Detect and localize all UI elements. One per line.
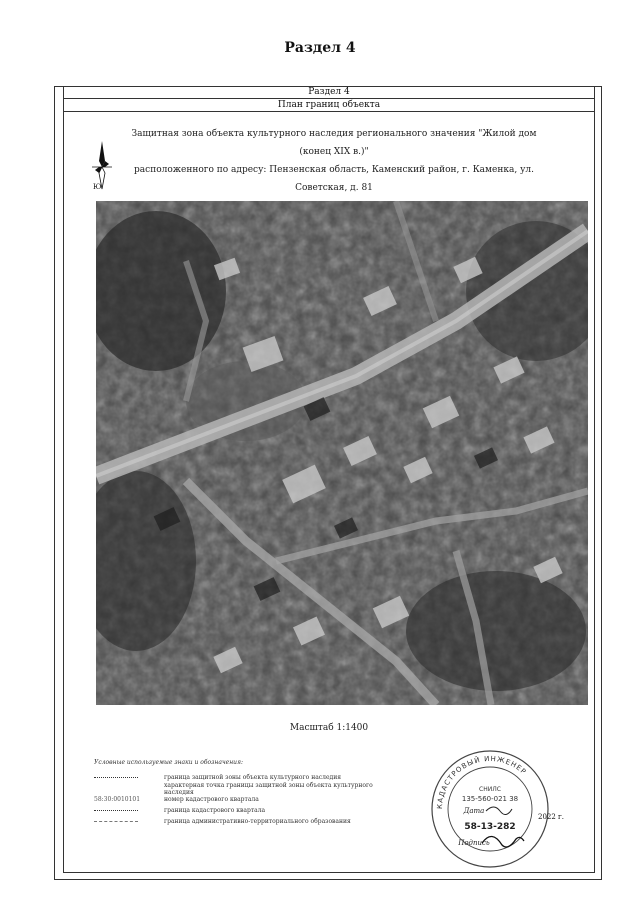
stamp-line-4: 58-13-282 (464, 822, 516, 832)
engineer-stamp (428, 747, 552, 871)
legend-row (94, 794, 394, 805)
legend (94, 759, 394, 827)
signature-date: 2022 г. (538, 813, 564, 821)
legend-text: граница защитной зоны объекта культурного наследия (164, 774, 341, 781)
legend-title: Условные используемые знаки и обозначения: (94, 759, 244, 766)
legend-text: граница кадастрового квартала (164, 807, 266, 814)
legend-symbol-quarter-boundary (94, 807, 164, 814)
scale-label: Масштаб 1:1400 (289, 723, 369, 733)
compass-south-label: Ю (93, 183, 102, 191)
legend-row (94, 783, 394, 794)
handwritten-date-mark (486, 807, 512, 815)
stamp-line-1: СНИЛС (479, 786, 501, 793)
section-row: Раздел 4 (64, 87, 594, 99)
description-line-1: Защитная зона объекта культурного наследия регионального значения "Жилой дом (конец XIX в.)" (131, 129, 537, 157)
satellite-image (96, 201, 588, 705)
legend-symbol-zone-boundary (94, 774, 164, 781)
stamp-ring-text: КАДАСТРОВЫЙ ИНЖЕНЕР (435, 754, 528, 810)
compass-rose (90, 137, 114, 193)
legend-row (94, 805, 394, 816)
object-description (124, 125, 544, 197)
legend-text: номер кадастрового квартала (164, 796, 259, 803)
stamp-line-2: 135-560-021 38 (461, 795, 519, 803)
inner-frame (63, 87, 595, 873)
satellite-map (96, 201, 588, 705)
plan-title: План границ объекта (64, 99, 594, 112)
legend-row (94, 816, 394, 827)
legend-symbol-admin-boundary (94, 818, 164, 825)
legend-text: граница административно-территориального образования (164, 818, 351, 825)
description-line-2: расположенного по адресу: Пензенская область, Каменский район, г. Каменка, ул. Советская, д. 81 (134, 165, 534, 193)
page-heading: Раздел 4 (284, 40, 356, 56)
stamp-line-3: Дата (463, 807, 485, 815)
document-frame (54, 86, 602, 880)
legend-symbol-cadastral-number: 58:30:0010101 (94, 796, 141, 803)
stamp-line-5: Подпись (458, 839, 490, 847)
legend-text: характерная точка границы защитной зоны объекта культурного наследия (164, 781, 373, 796)
